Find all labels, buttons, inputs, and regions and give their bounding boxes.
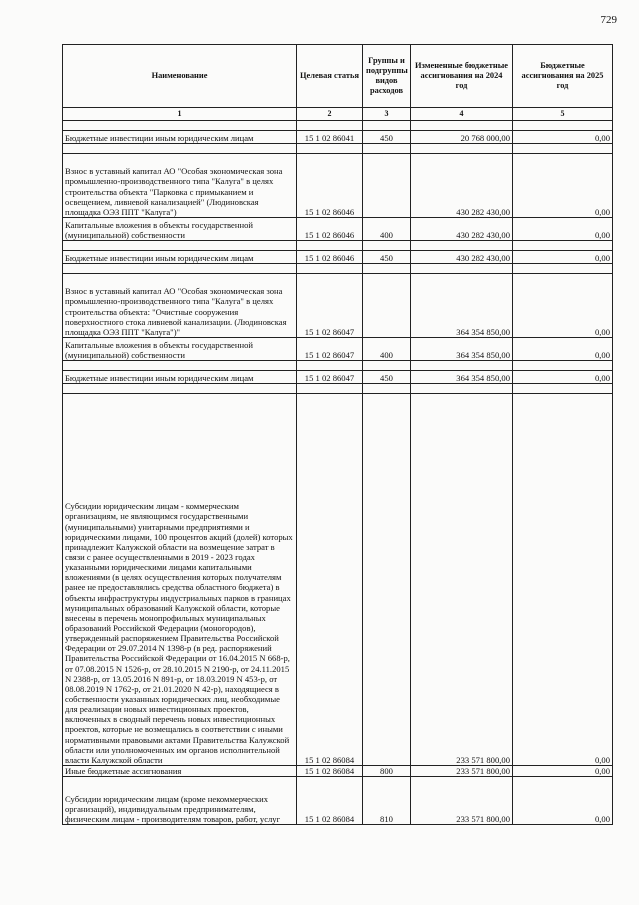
table-row xyxy=(63,131,613,144)
row-amount-2025: 0,00 xyxy=(513,766,613,777)
table-row xyxy=(63,218,613,241)
row-name: Бюджетные инвестиции иным юридическим лицам xyxy=(63,131,297,144)
row-name: Капитальные вложения в объекты государственной (муниципальной) собственности xyxy=(63,338,297,361)
row-target-article: 15 1 02 86046 xyxy=(297,251,363,264)
table-row xyxy=(63,274,613,338)
row-amount-2025: 0,00 xyxy=(513,777,613,825)
row-amount-2024: 430 282 430,00 xyxy=(411,218,513,241)
spacer-row xyxy=(63,384,613,394)
row-name: Взнос в уставный капитал АО "Особая экономическая зона промышленно-производственного типа "Калуга" в целях строительства объекта "Парковка с примыканием и освещением, ливневой канализацией" (Людиновская площадка ОЭЗ ППТ "Калуга") xyxy=(63,154,297,218)
spacer-row xyxy=(63,121,613,131)
page-number: 729 xyxy=(600,14,617,26)
header-amount-2024: Измененные бюджетные ассигнования на 2024 год xyxy=(411,45,513,108)
row-amount-2025: 0,00 xyxy=(513,251,613,264)
table-row xyxy=(63,394,613,766)
row-name: Субсидии юридическим лицам - коммерческим организациям, не являющимся государственными (муниципальными) унитарными предприятиями и юридическими лицами, 100 процентов акций (долей) которых принадлежит Калужской области на возмещение затрат в связи с ранее осуществленными в 2019 - 2023 годах указанными юридическими лицами капитальными вложениями (в целях осуществления которых получателям ранее не предоставлялись средства областного бюджета) в объекты инфраструктуры индустриальных парков в границах муниципальных образований Калужской области, которые внесены в перечень монопрофильных муниципальных образований Российской Федерации (моногородов), утвержденный распоряжением Правительства Российской Федерации от 29.07.2014 N 1398-р (в ред. распоряжений Правительства Российской Федерации от 16.04.2015 N 668-р, от 07.08.2015 N 1526-р, от 28.10.2015 N 2190-р, от 24.11.2015 N 2388-р, от 13.05.2016 N 891-р, от 18.03.2019 N 453-р, от 08.08.2019 N 1762-р, от 21.01.2020 N 42-р), находящиеся в собственности указанных юридических лиц, необходимые для реализации новых инвестиционных проектов, включенных в сводный перечень новых инвестиционных проектов, которые не возмещались в соответствии с иными нормативными правовыми актами Правительства Калужской области или уполномоченных им органов исполнительной власти Калужской области xyxy=(63,394,297,766)
row-expense-group xyxy=(363,154,411,218)
row-expense-group: 450 xyxy=(363,131,411,144)
table-row xyxy=(63,766,613,777)
row-amount-2025: 0,00 xyxy=(513,218,613,241)
table-row xyxy=(63,371,613,384)
row-target-article: 15 1 02 86046 xyxy=(297,154,363,218)
row-target-article: 15 1 02 86084 xyxy=(297,394,363,766)
table-header-row xyxy=(63,45,613,108)
row-expense-group xyxy=(363,274,411,338)
row-target-article: 15 1 02 86047 xyxy=(297,338,363,361)
row-expense-group: 400 xyxy=(363,218,411,241)
row-amount-2025: 0,00 xyxy=(513,338,613,361)
row-target-article: 15 1 02 86084 xyxy=(297,766,363,777)
table-row xyxy=(63,338,613,361)
row-name: Капитальные вложения в объекты государственной (муниципальной) собственности xyxy=(63,218,297,241)
row-amount-2024: 430 282 430,00 xyxy=(411,154,513,218)
spacer-row xyxy=(63,144,613,154)
table-row xyxy=(63,154,613,218)
column-number: 5 xyxy=(513,108,613,121)
row-amount-2024: 430 282 430,00 xyxy=(411,251,513,264)
header-amount-2025: Бюджетные ассигнования на 2025 год xyxy=(513,45,613,108)
row-amount-2024: 20 768 000,00 xyxy=(411,131,513,144)
row-target-article: 15 1 02 86084 xyxy=(297,777,363,825)
row-expense-group: 810 xyxy=(363,777,411,825)
row-amount-2025: 0,00 xyxy=(513,371,613,384)
row-amount-2025: 0,00 xyxy=(513,154,613,218)
row-expense-group: 450 xyxy=(363,251,411,264)
row-expense-group xyxy=(363,394,411,766)
column-number: 3 xyxy=(363,108,411,121)
row-amount-2024: 364 354 850,00 xyxy=(411,371,513,384)
row-amount-2024: 364 354 850,00 xyxy=(411,274,513,338)
row-amount-2025: 0,00 xyxy=(513,394,613,766)
row-target-article: 15 1 02 86041 xyxy=(297,131,363,144)
row-name: Субсидии юридическим лицам (кроме некоммерческих организаций), индивидуальным предпринимателям, физическим лицам - производителям товаров, работ, услуг xyxy=(63,777,297,825)
row-expense-group: 450 xyxy=(363,371,411,384)
column-number: 4 xyxy=(411,108,513,121)
table-row xyxy=(63,777,613,825)
budget-allocation-table xyxy=(62,44,613,825)
row-name: Бюджетные инвестиции иным юридическим лицам xyxy=(63,371,297,384)
row-target-article: 15 1 02 86047 xyxy=(297,274,363,338)
table-row xyxy=(63,251,613,264)
row-expense-group: 400 xyxy=(363,338,411,361)
header-target-article: Целевая статья xyxy=(297,45,363,108)
header-expense-groups: Группы и подгруппы видов расходов xyxy=(363,45,411,108)
spacer-row xyxy=(63,264,613,274)
row-amount-2025: 0,00 xyxy=(513,274,613,338)
row-target-article: 15 1 02 86046 xyxy=(297,218,363,241)
header-name: Наименование xyxy=(63,45,297,108)
row-amount-2024: 233 571 800,00 xyxy=(411,777,513,825)
row-amount-2024: 364 354 850,00 xyxy=(411,338,513,361)
column-number: 2 xyxy=(297,108,363,121)
spacer-row xyxy=(63,241,613,251)
row-expense-group: 800 xyxy=(363,766,411,777)
row-name: Взнос в уставный капитал АО "Особая экономическая зона промышленно-производственного типа "Калуга" в целях строительства объекта: "Очистные сооружения поверхностного стока ливневой канализации. (Людиновская площадка ОЭЗ ППТ "Калуга")" xyxy=(63,274,297,338)
row-amount-2024: 233 571 800,00 xyxy=(411,766,513,777)
row-name: Иные бюджетные ассигнования xyxy=(63,766,297,777)
row-target-article: 15 1 02 86047 xyxy=(297,371,363,384)
row-amount-2025: 0,00 xyxy=(513,131,613,144)
column-number-row xyxy=(63,108,613,121)
spacer-row xyxy=(63,361,613,371)
row-amount-2024: 233 571 800,00 xyxy=(411,394,513,766)
column-number: 1 xyxy=(63,108,297,121)
row-name: Бюджетные инвестиции иным юридическим лицам xyxy=(63,251,297,264)
